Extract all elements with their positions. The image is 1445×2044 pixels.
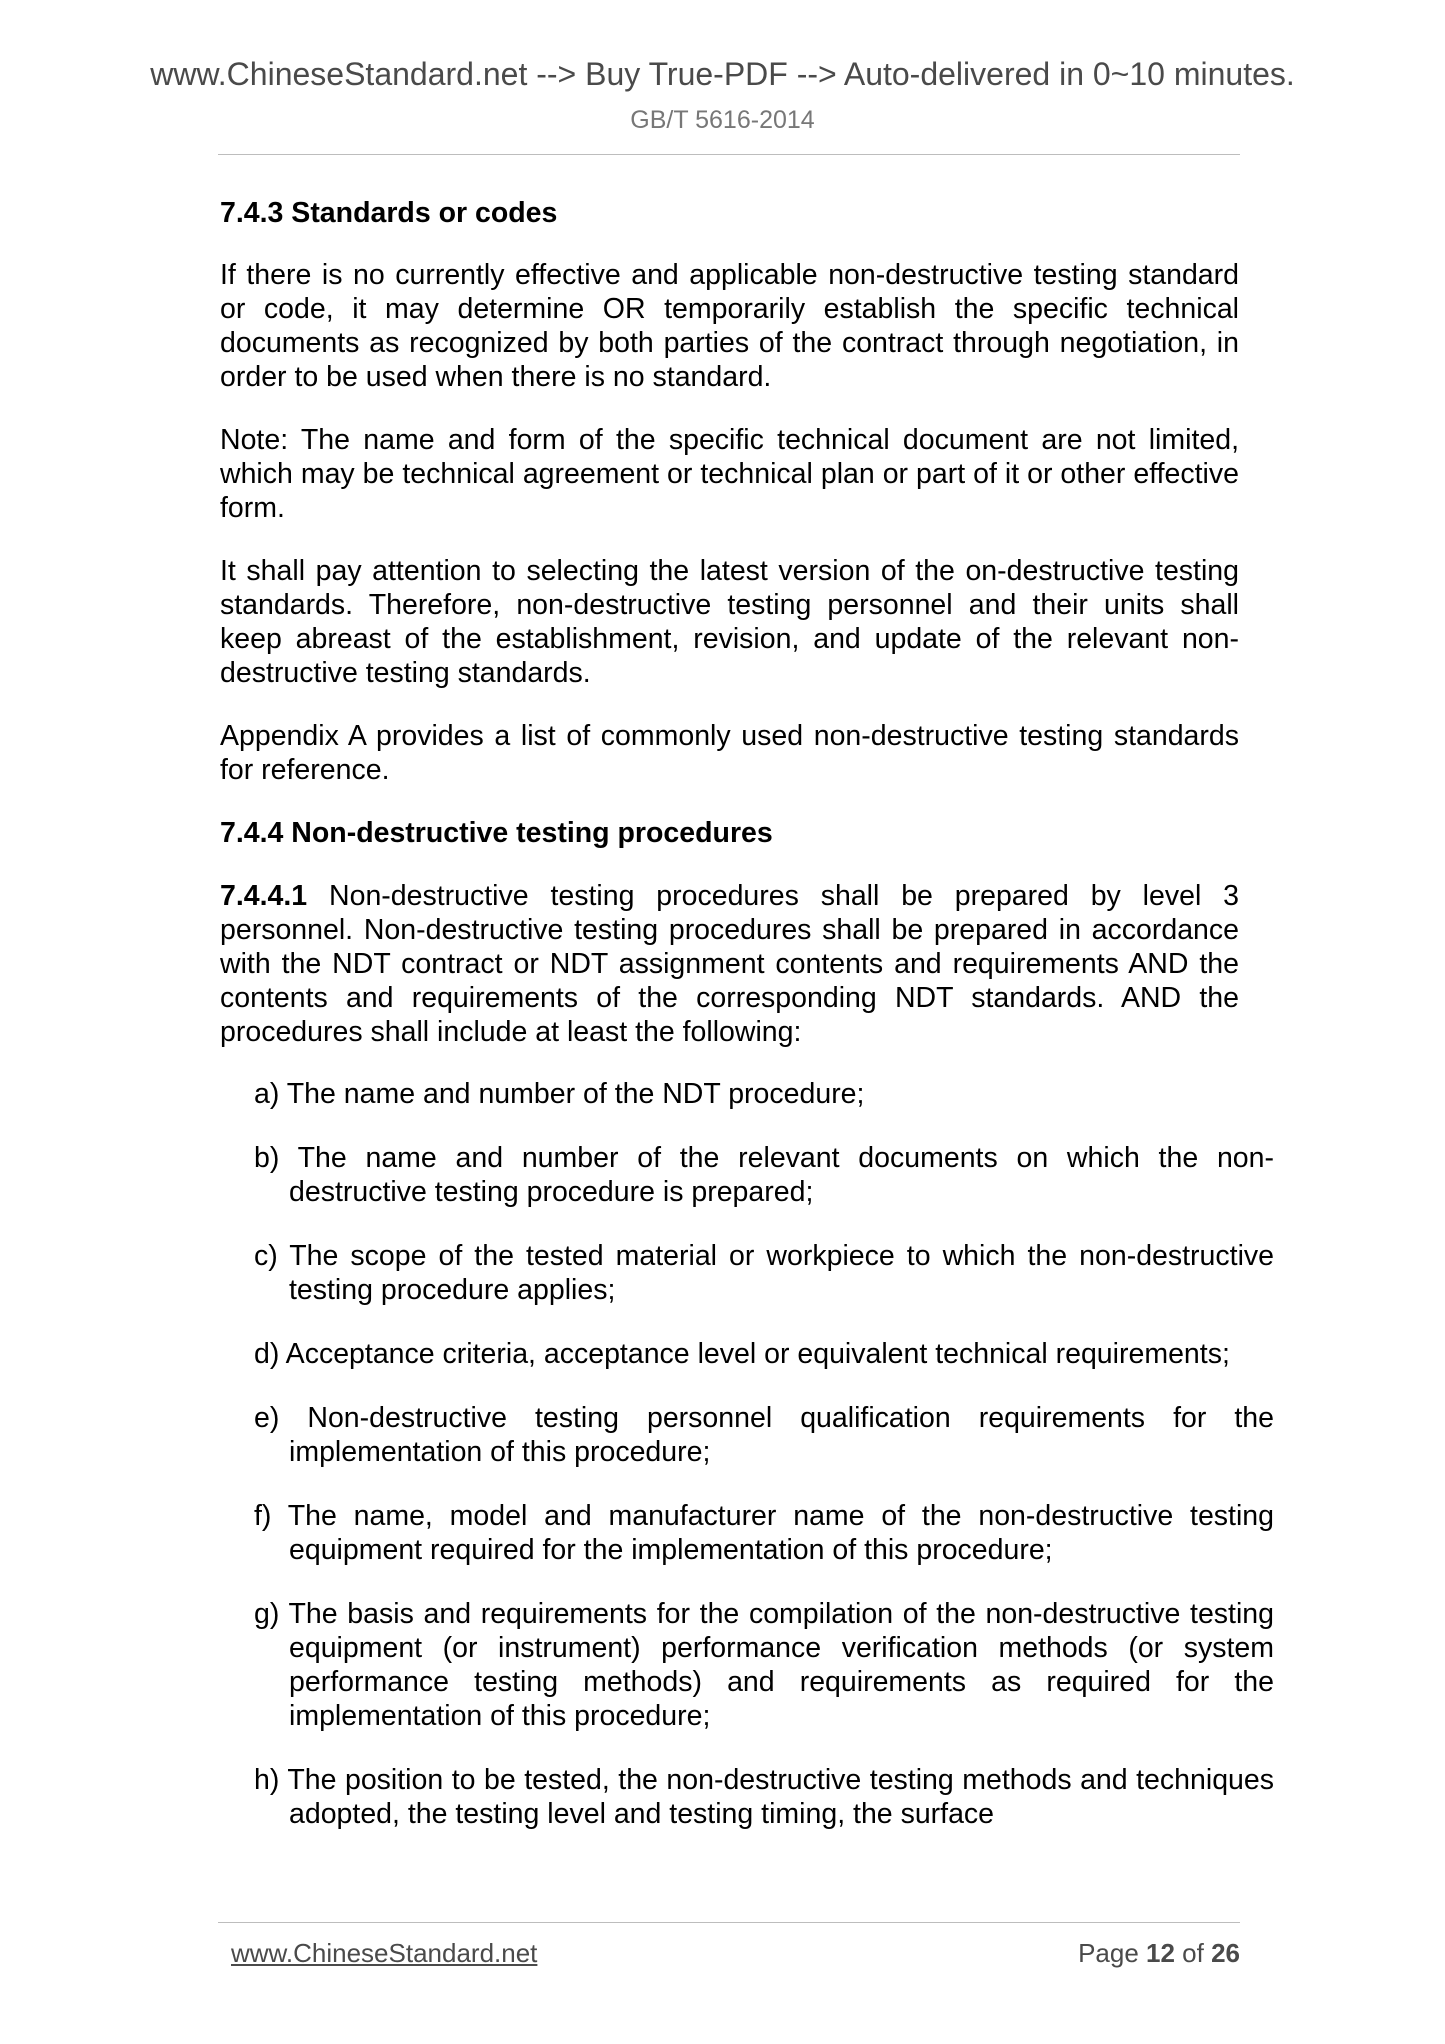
paragraph-no-standard: If there is no currently effective and applicable non-destructive testing standard or code, it may determine OR temporarily establish the specific technical documents as recognized by both parties of the contract through negotiation, in order to be used when there is no standard.	[220, 259, 1239, 393]
list-item: e) Non-destructive testing personnel qualification requirements for the implementation of this procedure;	[254, 1402, 1274, 1468]
requirements-list	[220, 1077, 1274, 1831]
clause-number: 7.4.4.1	[220, 880, 308, 912]
page-total: 26	[1211, 1938, 1240, 1968]
page-prefix: Page	[1078, 1938, 1147, 1968]
list-item: h) The position to be tested, the non-destructive testing methods and techniques adopted, the testing level and testing timing, the surface	[254, 1764, 1274, 1830]
page-body	[220, 196, 1274, 1861]
footer-site-link[interactable]: www.ChineseStandard.net	[231, 1938, 538, 1968]
section-heading-7-4-4: 7.4.4 Non-destructive testing procedures	[220, 817, 773, 849]
paragraph-appendix-a: Appendix A provides a list of commonly used non-destructive testing standards for reference.	[220, 720, 1239, 786]
paragraph-latest-version: It shall pay attention to selecting the latest version of the on-destructive testing standards. Therefore, non-destructive testing personnel and their units shall keep abreast of the establishment, revision, and update of the relevant non-destructive testing standards.	[220, 555, 1239, 689]
list-item: d) Acceptance criteria, acceptance level or equivalent technical requirements;	[254, 1338, 1230, 1370]
list-item: g) The basis and requirements for the compilation of the non-destructive testing equipment (or instrument) performance verification methods (or system performance testing methods) and requirements as required for the implementation of this procedure;	[254, 1598, 1274, 1732]
document-code: GB/T 5616-2014	[630, 106, 815, 134]
site-banner: www.ChineseStandard.net --> Buy True-PDF --> Auto-delivered in 0~10 minutes.	[150, 56, 1295, 92]
page-current: 12	[1146, 1938, 1175, 1968]
section-heading-7-4-3: 7.4.3 Standards or codes	[220, 197, 558, 229]
list-item: b) The name and number of the relevant documents on which the non-destructive testing procedure is prepared;	[254, 1142, 1274, 1208]
footer-divider	[218, 1922, 1240, 1923]
note-paragraph: Note: The name and form of the specific technical document are not limited, which may be technical agreement or technical plan or part of it or other effective form.	[220, 424, 1239, 524]
list-item: c) The scope of the tested material or workpiece to which the non-destructive testing procedure applies;	[254, 1240, 1274, 1306]
clause-text: Non-destructive testing procedures shall be prepared by level 3 personnel. Non-destructive testing procedures shall be prepared in accordance with the NDT contract or NDT assignment contents and requirements AND the contents and requirements of the corresponding NDT standards. AND the procedures shall include at least the following:	[220, 880, 1239, 1048]
page-of: of	[1174, 1938, 1212, 1968]
page-indicator	[1078, 1938, 1240, 1969]
clause-7-4-4-1	[220, 879, 1239, 1049]
header-divider	[218, 154, 1240, 155]
list-item: a) The name and number of the NDT procedure;	[254, 1078, 865, 1110]
list-item: f) The name, model and manufacturer name of the non-destructive testing equipment required for the implementation of this procedure;	[254, 1500, 1274, 1566]
